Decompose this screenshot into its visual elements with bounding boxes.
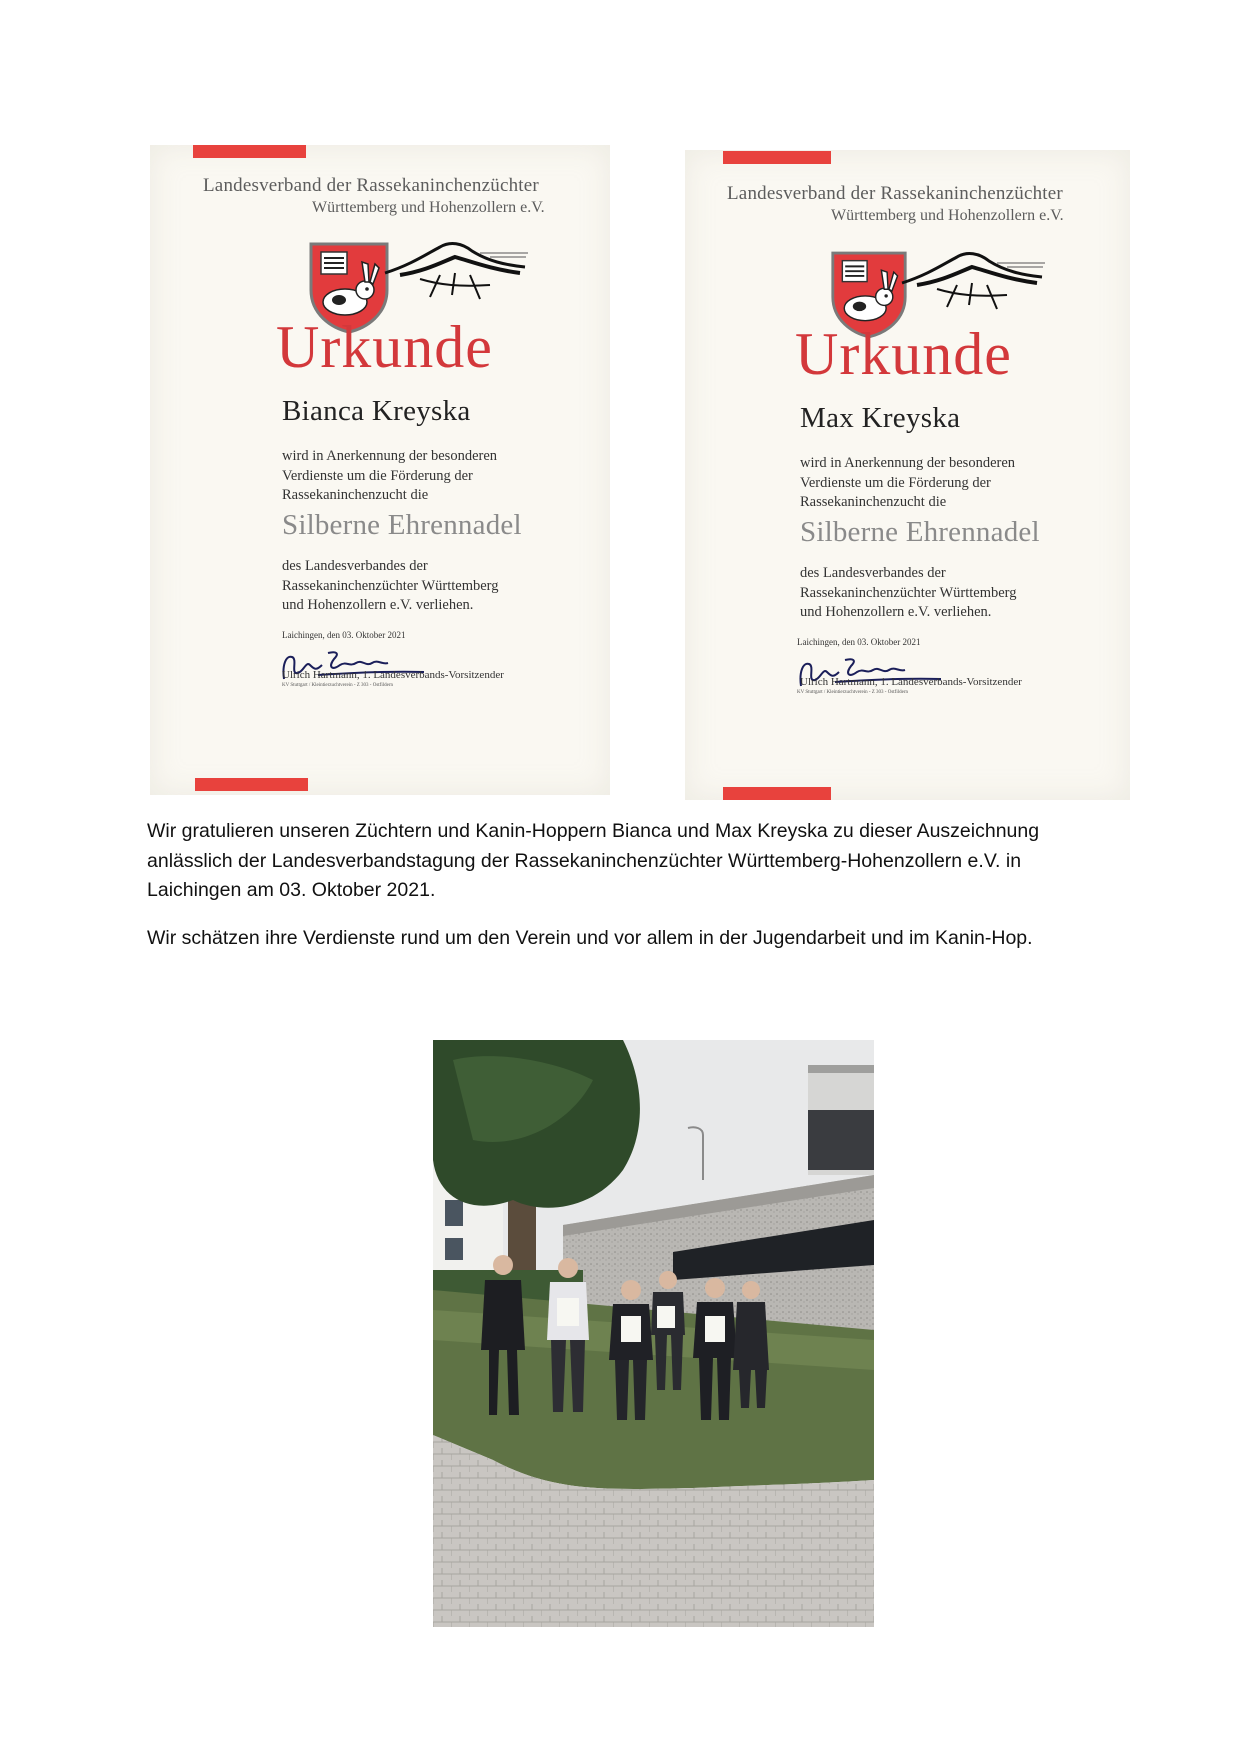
certificate-bianca xyxy=(150,145,610,795)
closing-line-1: des Landesverbandes der xyxy=(282,558,428,574)
red-bar-top xyxy=(723,151,831,164)
certificate-intro xyxy=(282,447,542,506)
intro-line-2: Verdienste um die Förderung der xyxy=(282,467,473,484)
closing-line-3: und Hohenzollern e.V. verliehen. xyxy=(282,597,474,613)
signer-name: Ulrich Hartmann, 1. Landesverbands-Vorsitzender xyxy=(800,676,1022,688)
intro-line-2: Verdienste um die Förderung der xyxy=(800,474,991,491)
group-photo xyxy=(433,1040,874,1627)
certificate-intro xyxy=(800,454,1060,513)
award-name: Silberne Ehrennadel xyxy=(800,516,1040,548)
closing-line-3: und Hohenzollern e.V. verliehen. xyxy=(800,604,992,620)
certificate-title: Urkunde xyxy=(795,321,1012,387)
signer-detail: KV Stuttgart / Kleintierzuchtverein - Z 303 - Ostfildern xyxy=(797,690,908,695)
closing-line-2: Rassekaninchenzüchter Württemberg xyxy=(282,577,499,594)
closing-line-2: Rassekaninchenzüchter Württemberg xyxy=(800,584,1017,601)
certificate-title: Urkunde xyxy=(276,314,493,380)
landscape-drawing-icon xyxy=(380,235,530,305)
intro-line-1: wird in Anerkennung der besonderen xyxy=(800,455,1016,471)
red-bar-bottom xyxy=(723,787,831,800)
org-name-line2: Württemberg und Hohenzollern e.V. xyxy=(312,199,545,216)
recipient-name: Bianca Kreyska xyxy=(282,395,471,427)
congratulations-paragraph: Wir gratulieren unseren Züchtern und Kanin-Hoppern Bianca und Max Kreyska zu dieser Auszeichnung anlässlich der Landesverbandstagung der Rassekaninchenzüchter Württemberg-Hohenzollern e.V. in Laichingen am 03. Oktober 2021. xyxy=(147,820,1040,901)
award-name: Silberne Ehrennadel xyxy=(282,509,522,541)
landscape-drawing-icon xyxy=(897,245,1047,315)
red-bar-bottom xyxy=(195,778,308,791)
closing-line-1: des Landesverbandes der xyxy=(800,565,946,581)
org-name-line1: Landesverband der Rassekaninchenzüchter xyxy=(727,183,1063,204)
place-date: Laichingen, den 03. Oktober 2021 xyxy=(282,630,406,640)
place-date: Laichingen, den 03. Oktober 2021 xyxy=(797,637,921,647)
org-name-line2: Württemberg und Hohenzollern e.V. xyxy=(831,207,1064,224)
recipient-name: Max Kreyska xyxy=(800,402,961,434)
certificate-closing xyxy=(800,564,1060,623)
signer-name: Ulrich Hartmann, 1. Landesverbands-Vorsitzender xyxy=(282,669,504,681)
red-bar-top xyxy=(193,145,306,158)
intro-line-1: wird in Anerkennung der besonderen xyxy=(282,448,498,464)
signer-detail: KV Stuttgart / Kleintierzuchtverein - Z 303 - Ostfildern xyxy=(282,683,393,688)
appreciation-paragraph: Wir schätzen ihre Verdienste rund um den Verein und vor allem in der Jugendarbeit und im Kanin-Hop. xyxy=(147,927,1033,949)
intro-line-3: Rassekaninchenzucht die xyxy=(800,494,947,510)
certificate-closing xyxy=(282,557,542,616)
certificate-max xyxy=(685,150,1130,800)
org-name-line1: Landesverband der Rassekaninchenzüchter xyxy=(203,175,539,196)
intro-line-3: Rassekaninchenzucht die xyxy=(282,487,429,503)
